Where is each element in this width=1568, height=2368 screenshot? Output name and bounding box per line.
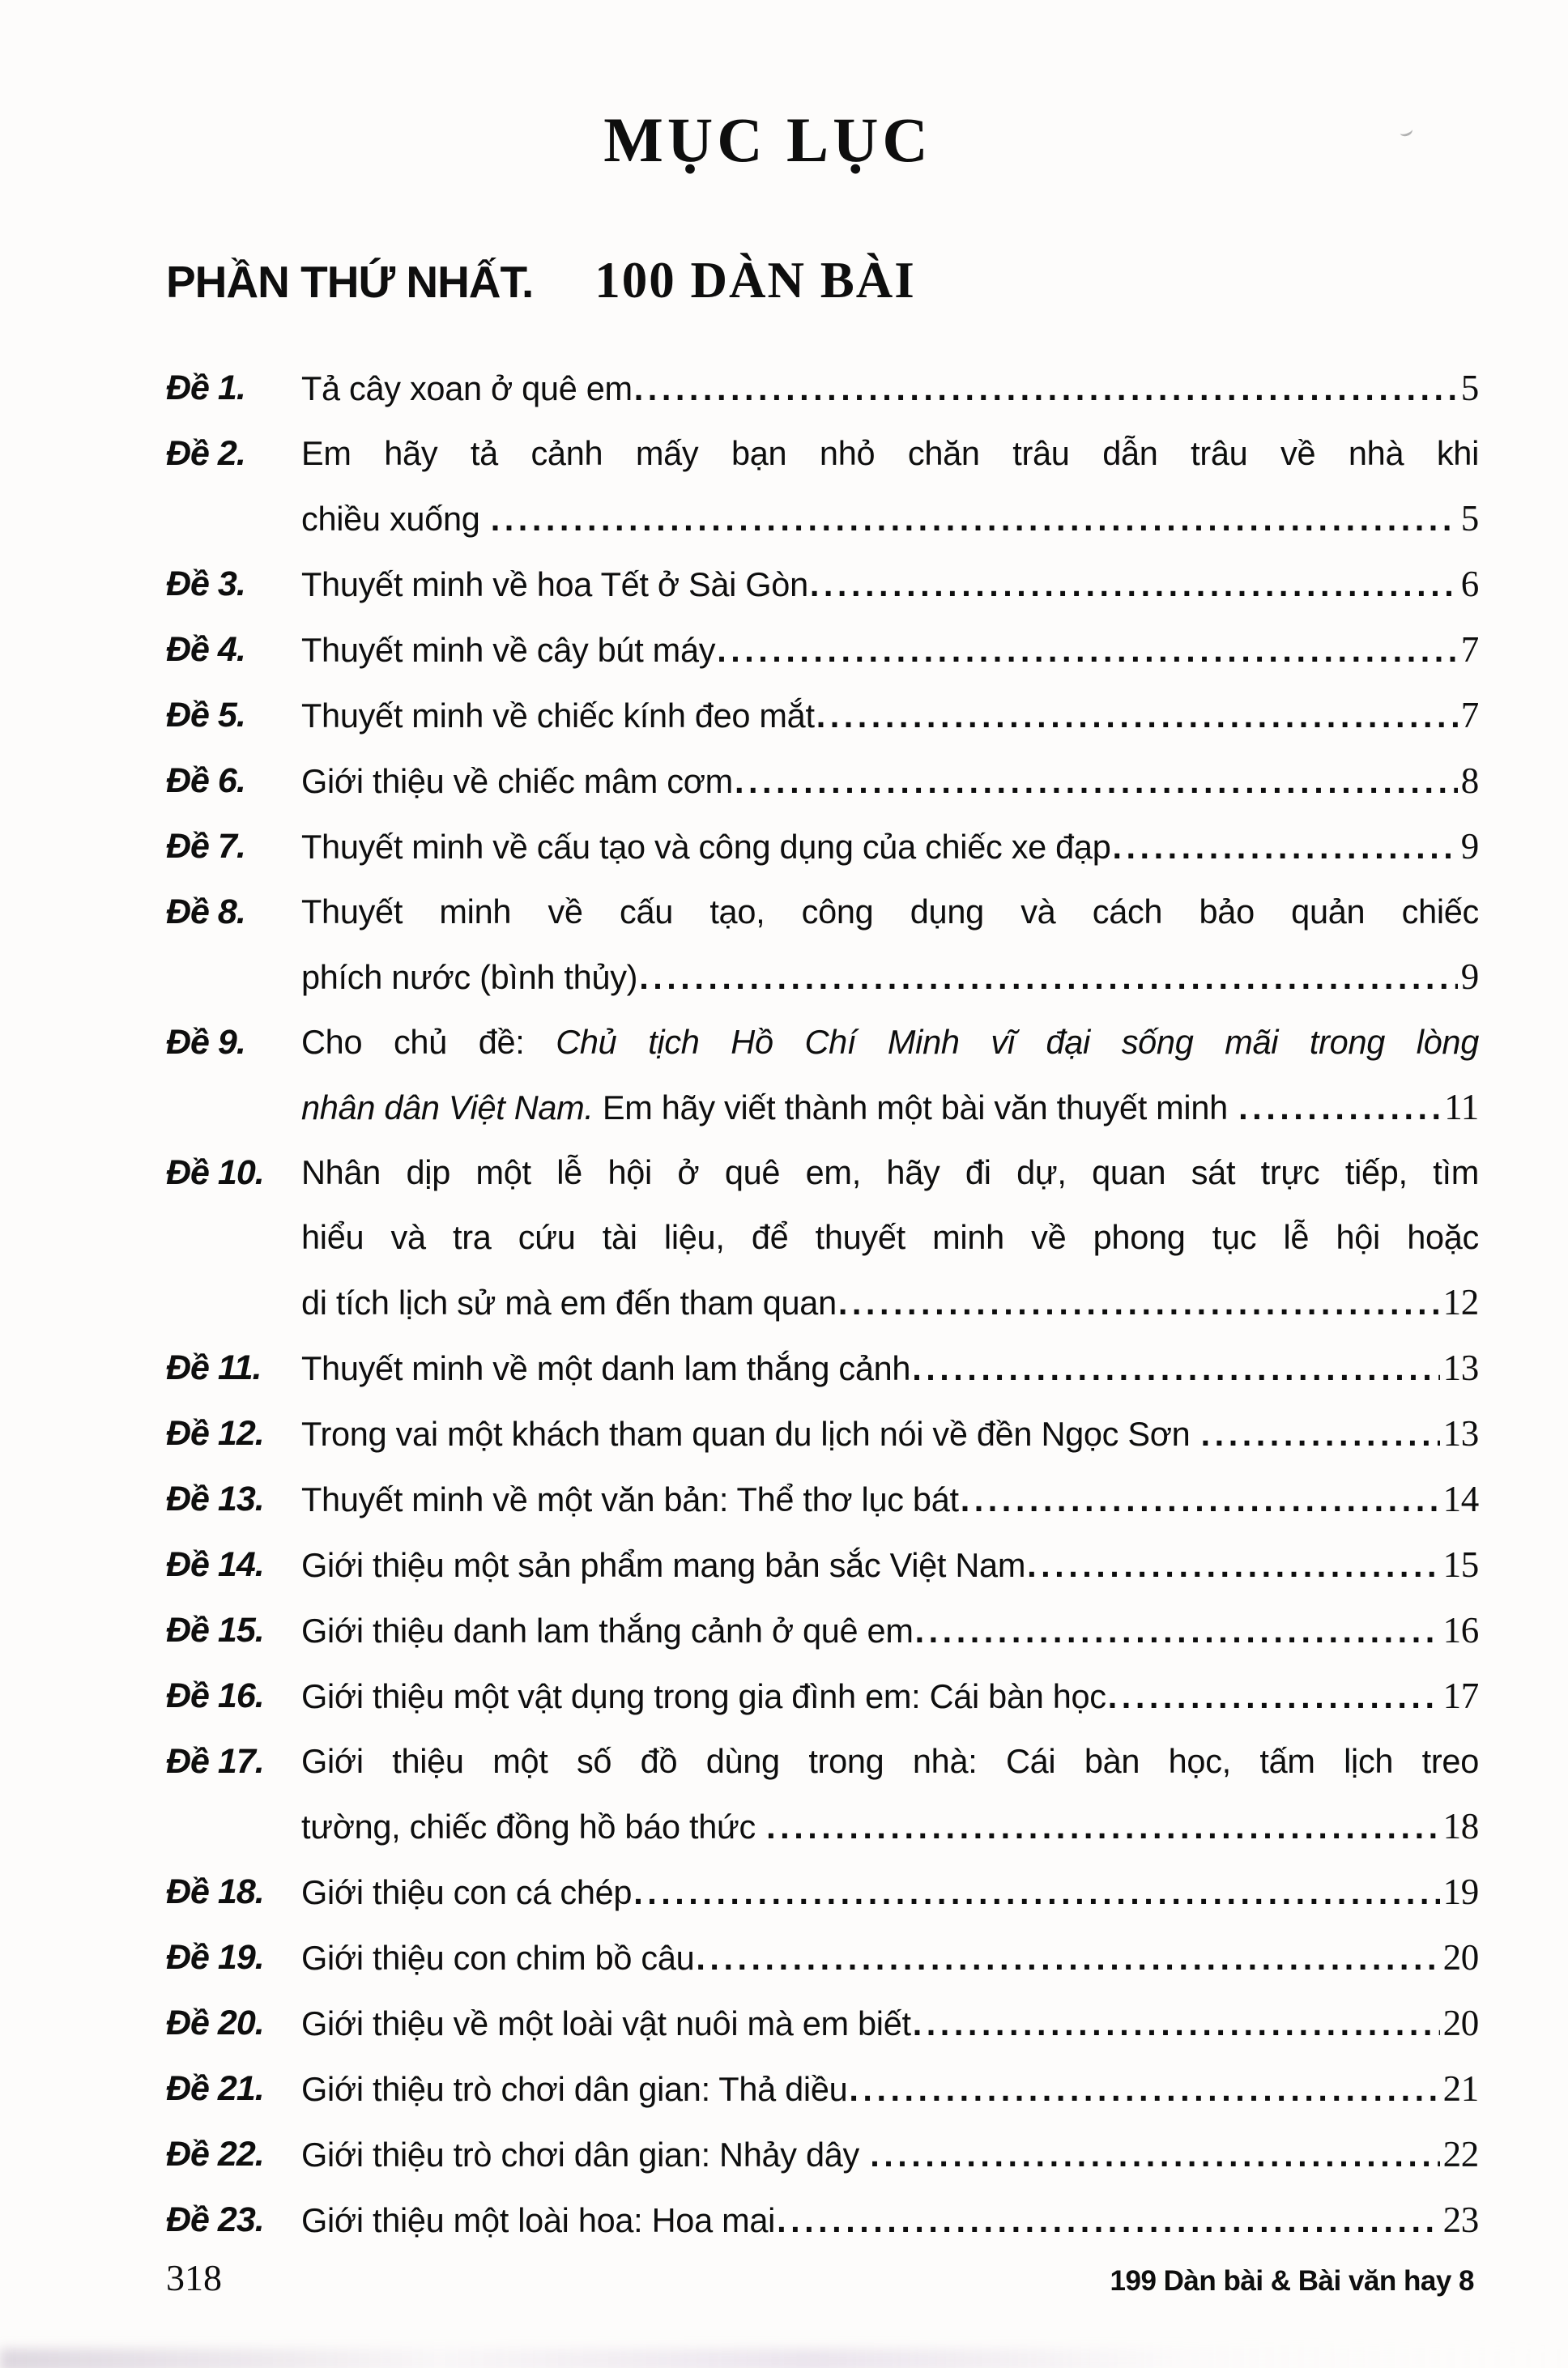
toc-entry-text: Giới thiệu con chim bồ câu xyxy=(301,1939,695,1977)
toc-entry-text: chiều xuống xyxy=(301,500,489,538)
toc-entry-body xyxy=(301,748,1479,814)
toc-entry xyxy=(166,1598,1479,1663)
toc-entry-text: tường, chiếc đồng hồ báo thức xyxy=(301,1808,765,1846)
toc-entry-page: 9 xyxy=(1460,826,1479,867)
dot-leader xyxy=(777,2188,1440,2253)
dot-leader xyxy=(1027,1533,1439,1598)
toc-entry xyxy=(166,1925,1479,1991)
toc-entry-body xyxy=(301,552,1479,617)
toc-entry-page: 22 xyxy=(1442,2134,1479,2174)
toc-entry-line xyxy=(301,1467,1479,1532)
toc-entry-line xyxy=(301,2056,1479,2122)
dot-leader xyxy=(1113,815,1458,879)
toc-entry-line xyxy=(301,1335,1479,1401)
toc-entry-body xyxy=(301,421,1479,552)
toc-entry-line xyxy=(301,1401,1479,1467)
toc-entry-text: Trong vai một khách tham quan du lịch nói về đền Ngọc Sơn xyxy=(301,1415,1199,1453)
toc-entry-label: Đề 1. xyxy=(166,368,245,407)
toc-entry-label: Đề 23. xyxy=(166,2200,264,2239)
page-footer xyxy=(0,2256,1568,2299)
toc-entry-label: Đề 7. xyxy=(166,827,245,866)
toc-entry-page: 16 xyxy=(1442,1610,1479,1650)
dot-leader xyxy=(870,2123,1439,2187)
toc-entry-text: nhân dân Việt Nam. Em hãy viết thành một bài văn thuyết minh xyxy=(301,1088,1238,1127)
toc-entry xyxy=(166,1859,1479,1925)
toc-entry xyxy=(166,879,1479,1010)
toc-entry-body xyxy=(301,356,1479,421)
toc-entry-text: Thuyết minh về một danh lam thắng cảnh xyxy=(301,1349,911,1387)
toc-entry-page: 7 xyxy=(1460,695,1479,735)
dot-leader xyxy=(696,1926,1439,1991)
toc-entry-body xyxy=(301,1335,1479,1401)
toc-entry-body xyxy=(301,814,1479,879)
toc-entry-label: Đề 16. xyxy=(166,1676,264,1715)
toc-entry-page: 5 xyxy=(1460,368,1479,408)
dot-leader xyxy=(913,1991,1440,2056)
toc-entry xyxy=(166,748,1479,814)
toc-entry-label: Đề 2. xyxy=(166,434,245,473)
toc-entry-body xyxy=(301,2056,1479,2122)
toc-entry-label: Đề 12. xyxy=(166,1414,264,1453)
toc-entry-line xyxy=(301,617,1479,683)
toc-entry-page: 6 xyxy=(1460,564,1479,604)
toc-entry xyxy=(166,2187,1479,2253)
toc-entry-text: Thuyết minh về một văn bản: Thể thơ lục bát xyxy=(301,1480,959,1518)
toc-entry xyxy=(166,683,1479,748)
dot-leader xyxy=(961,1467,1440,1532)
toc-entry-line xyxy=(301,1794,1479,1859)
toc-entry-page: 12 xyxy=(1442,1282,1479,1322)
toc-entry-line xyxy=(301,356,1479,421)
toc-entry-label: Đề 10. xyxy=(166,1153,264,1192)
toc-entry-text: Giới thiệu một vật dụng trong gia đình em: Cái bàn học xyxy=(301,1677,1106,1715)
toc-entry-line xyxy=(301,1270,1479,1335)
toc-entry xyxy=(166,1991,1479,2056)
toc-entry-line xyxy=(301,748,1479,814)
page-number: 318 xyxy=(166,2257,222,2298)
toc-entry-text: Thuyết minh về cấu tạo và công dụng của chiếc xe đạp xyxy=(301,828,1111,866)
toc-entry-page: 8 xyxy=(1460,760,1479,801)
toc-entry-body xyxy=(301,1532,1479,1598)
toc-entry-body xyxy=(301,1663,1479,1729)
dot-leader xyxy=(633,1860,1439,1925)
toc-entry-label: Đề 21. xyxy=(166,2069,264,2108)
toc-entry-body xyxy=(301,879,1479,1010)
toc-entry-page: 19 xyxy=(1442,1872,1479,1912)
dot-leader xyxy=(838,1271,1440,1335)
dot-leader xyxy=(766,1795,1439,1859)
toc-entry-body xyxy=(301,1729,1479,1859)
toc-entry-line xyxy=(301,1075,1479,1140)
toc-entry xyxy=(166,1532,1479,1598)
dot-leader xyxy=(639,945,1458,1010)
toc-entry-line xyxy=(301,2187,1479,2253)
dot-leader xyxy=(491,487,1458,552)
toc-entry-label: Đề 20. xyxy=(166,2004,264,2042)
toc-entry xyxy=(166,2056,1479,2122)
section-heading xyxy=(0,251,1568,310)
toc-entry-line xyxy=(301,1598,1479,1663)
toc-entry-text: Giới thiệu một loài hoa: Hoa mai xyxy=(301,2201,776,2239)
part-title: 100 DÀN BÀI xyxy=(594,252,916,309)
toc-entry-line xyxy=(301,1991,1479,2056)
toc-entry-body xyxy=(301,1991,1479,2056)
toc-entry-text: Giới thiệu trò chơi dân gian: Nhảy dây xyxy=(301,2136,869,2174)
toc-entry-body xyxy=(301,1925,1479,1991)
toc-entry xyxy=(166,421,1479,552)
toc-entry-page: 23 xyxy=(1442,2200,1479,2240)
toc-entry xyxy=(166,1467,1479,1532)
toc-entry-text: Thuyết minh về chiếc kính đeo mắt xyxy=(301,696,815,735)
toc-entry xyxy=(166,1401,1479,1467)
toc-entry-label: Đề 22. xyxy=(166,2135,264,2174)
toc-entry-label: Đề 15. xyxy=(166,1611,264,1650)
toc-entry-text: Thuyết minh về cây bút máy xyxy=(301,631,716,669)
dot-leader xyxy=(810,552,1458,617)
toc-entry-line xyxy=(301,1532,1479,1598)
toc-entry-text: Nhân dịp một lễ hội ở quê em, hãy đi dự, quan sát trực tiếp, tìm xyxy=(301,1153,1479,1191)
toc-entry-text: Thuyết minh về hoa Tết ở Sài Gòn xyxy=(301,565,808,603)
toc-entry-page: 13 xyxy=(1442,1348,1479,1388)
toc-entry-page: 15 xyxy=(1442,1544,1479,1585)
toc-entry-page: 14 xyxy=(1442,1479,1479,1519)
toc-entry-label: Đề 17. xyxy=(166,1742,264,1781)
toc-entry-page: 9 xyxy=(1460,956,1479,997)
toc-entry xyxy=(166,1663,1479,1729)
toc-entry-line xyxy=(301,1729,1479,1794)
toc-entry-line xyxy=(301,552,1479,617)
toc-entry-text: Giới thiệu con cá chép xyxy=(301,1873,633,1911)
toc-entry-label: Đề 9. xyxy=(166,1023,245,1062)
part-label: PHẦN THỨ NHẤT. xyxy=(166,257,534,307)
toc-entry-line xyxy=(301,1205,1479,1270)
toc-entry-text: Giới thiệu về một loài vật nuôi mà em biết xyxy=(301,2004,911,2042)
toc-entry-line xyxy=(301,1010,1479,1075)
toc-entry-body xyxy=(301,1467,1479,1532)
toc-entry-line xyxy=(301,879,1479,944)
dot-leader xyxy=(735,749,1458,814)
dot-leader xyxy=(1201,1402,1440,1467)
toc-entry-label: Đề 18. xyxy=(166,1872,264,1911)
toc-entry-text: Thuyết minh về cấu tạo, công dụng và cách bảo quản chiếc xyxy=(301,892,1479,931)
dot-leader xyxy=(1238,1075,1441,1140)
toc-entry-body xyxy=(301,2187,1479,2253)
toc-entry xyxy=(166,814,1479,879)
toc-entry-line xyxy=(301,421,1479,486)
toc-entry-line xyxy=(301,1140,1479,1205)
toc-entry-page: 20 xyxy=(1442,2003,1479,2043)
toc-entry-line xyxy=(301,1663,1479,1729)
toc-entry-body xyxy=(301,1401,1479,1467)
toc-entry-line xyxy=(301,2122,1479,2187)
dot-leader xyxy=(1108,1664,1440,1729)
toc-entry xyxy=(166,2122,1479,2187)
toc-entry-text: phích nước (bình thủy) xyxy=(301,958,638,996)
toc-entry-body xyxy=(301,1140,1479,1335)
toc-entry-body xyxy=(301,683,1479,748)
toc-entry-line xyxy=(301,1859,1479,1925)
dot-leader xyxy=(912,1336,1439,1401)
toc-entry-label: Đề 3. xyxy=(166,564,245,603)
toc-entry-text: Giới thiệu trò chơi dân gian: Thả diều xyxy=(301,2070,848,2108)
toc-entry-body xyxy=(301,1010,1479,1140)
dot-leader xyxy=(634,356,1458,421)
toc-entry-line xyxy=(301,1925,1479,1991)
toc-entry-page: 18 xyxy=(1442,1806,1479,1846)
toc-entry-line xyxy=(301,944,1479,1010)
toc-entry-text: Em hãy tả cảnh mấy bạn nhỏ chăn trâu dẫn trâu về nhà khi xyxy=(301,434,1479,472)
toc-list xyxy=(0,356,1568,2253)
toc-entry xyxy=(166,1140,1479,1335)
toc-entry-label: Đề 19. xyxy=(166,1938,264,1977)
toc-entry-page: 21 xyxy=(1442,2068,1479,2109)
toc-entry-label: Đề 6. xyxy=(166,761,245,800)
toc-entry-body xyxy=(301,617,1479,683)
toc-entry xyxy=(166,1010,1479,1140)
toc-entry-body xyxy=(301,1859,1479,1925)
toc-entry-page: 5 xyxy=(1460,498,1479,539)
toc-entry xyxy=(166,356,1479,421)
toc-entry-page: 13 xyxy=(1442,1413,1479,1454)
toc-entry-label: Đề 8. xyxy=(166,892,245,931)
toc-entry-text: Tả cây xoan ở quê em xyxy=(301,369,633,407)
toc-entry-text: Giới thiệu một số đồ dùng trong nhà: Cái bàn học, tấm lịch treo xyxy=(301,1742,1479,1780)
toc-entry xyxy=(166,617,1479,683)
toc-entry-body xyxy=(301,1598,1479,1663)
dot-leader xyxy=(717,618,1458,683)
toc-entry xyxy=(166,1335,1479,1401)
toc-entry-line xyxy=(301,814,1479,879)
toc-entry-page: 7 xyxy=(1460,629,1479,670)
toc-entry-page: 17 xyxy=(1442,1676,1479,1716)
toc-entry-page: 11 xyxy=(1444,1087,1479,1127)
toc-entry-text: Giới thiệu một sản phẩm mang bản sắc Việt Nam xyxy=(301,1546,1026,1584)
toc-entry-label: Đề 4. xyxy=(166,630,245,669)
toc-entry-line xyxy=(301,486,1479,552)
toc-entry-text: hiểu và tra cứu tài liệu, để thuyết minh về phong tục lễ hội hoặc xyxy=(301,1218,1479,1256)
toc-entry-label: Đề 13. xyxy=(166,1480,264,1518)
toc-entry-text: Giới thiệu danh lam thắng cảnh ở quê em xyxy=(301,1612,914,1650)
toc-entry-label: Đề 5. xyxy=(166,696,245,735)
book-title-footer: 199 Dàn bài & Bài văn hay 8 xyxy=(1110,2265,1474,2297)
toc-entry-text: Giới thiệu về chiếc mâm cơm xyxy=(301,762,733,800)
toc-entry-text: di tích lịch sử mà em đến tham quan xyxy=(301,1284,837,1322)
page-title: MỤC LỤC xyxy=(603,104,932,175)
toc-entry-page: 20 xyxy=(1442,1937,1479,1978)
toc-entry-label: Đề 11. xyxy=(166,1348,262,1387)
toc-entry xyxy=(166,1729,1479,1859)
toc-entry xyxy=(166,552,1479,617)
toc-entry-body xyxy=(301,2122,1479,2187)
dot-leader xyxy=(816,684,1458,748)
toc-entry-text: Cho chủ đề: Chủ tịch Hồ Chí Minh vĩ đại sống mãi trong lòng xyxy=(301,1023,1479,1061)
toc-entry-line xyxy=(301,683,1479,748)
toc-entry-label: Đề 14. xyxy=(166,1545,264,1584)
dot-leader xyxy=(849,2057,1439,2122)
dot-leader xyxy=(915,1599,1440,1663)
